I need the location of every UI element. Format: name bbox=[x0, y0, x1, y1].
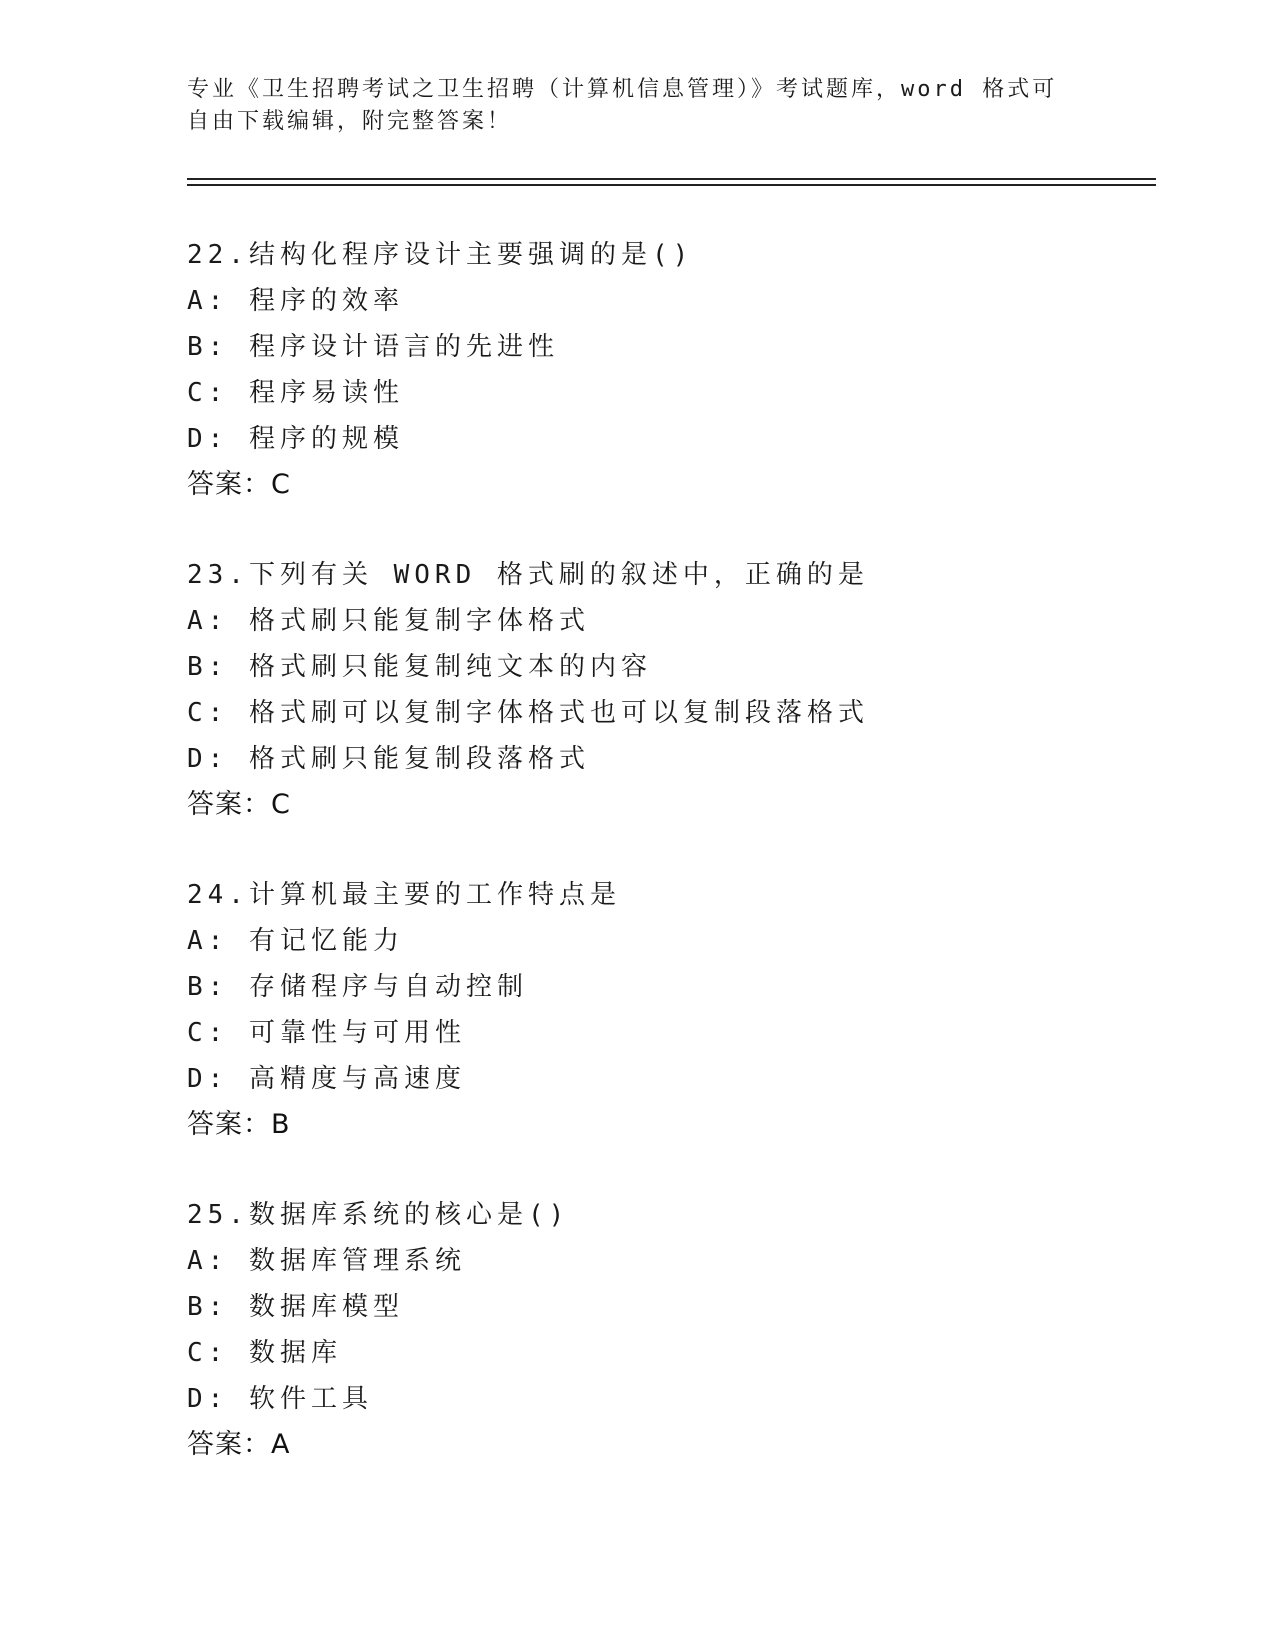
option-d: D: 软件工具 bbox=[187, 1384, 373, 1414]
question-22 bbox=[187, 232, 1147, 508]
option-b: B: 存储程序与自动控制 bbox=[187, 972, 528, 1002]
question-23 bbox=[187, 552, 1147, 828]
option-b: B: 程序设计语言的先进性 bbox=[187, 332, 559, 362]
answer-line: 答案：A bbox=[187, 1429, 291, 1460]
question-stem: 22.结构化程序设计主要强调的是() bbox=[187, 240, 694, 270]
option-a: A: 有记忆能力 bbox=[187, 926, 404, 956]
document-intro: 专业《卫生招聘考试之卫生招聘（计算机信息管理）》考试题库，word 格式可自由下载编辑，附完整答案！ bbox=[187, 77, 1058, 134]
option-c: C: 可靠性与可用性 bbox=[187, 1018, 466, 1048]
answer-line: 答案：C bbox=[187, 789, 291, 820]
question-stem: 23.下列有关 WORD 格式刷的叙述中，正确的是 bbox=[187, 560, 869, 590]
option-b: B: 数据库模型 bbox=[187, 1292, 404, 1322]
option-c: C: 格式刷可以复制字体格式也可以复制段落格式 bbox=[187, 698, 869, 728]
question-stem: 25.数据库系统的核心是() bbox=[187, 1200, 570, 1230]
header-rule-bottom bbox=[187, 184, 1156, 186]
header-rule-top bbox=[187, 178, 1156, 180]
option-b: B: 格式刷只能复制纯文本的内容 bbox=[187, 652, 652, 682]
option-a: A: 程序的效率 bbox=[187, 286, 404, 316]
option-d: D: 高精度与高速度 bbox=[187, 1064, 466, 1094]
question-24 bbox=[187, 872, 1147, 1148]
option-a: A: 数据库管理系统 bbox=[187, 1246, 466, 1276]
option-c: C: 程序易读性 bbox=[187, 378, 404, 408]
option-d: D: 格式刷只能复制段落格式 bbox=[187, 744, 590, 774]
question-25 bbox=[187, 1192, 1147, 1468]
answer-line: 答案：B bbox=[187, 1109, 291, 1140]
option-a: A: 格式刷只能复制字体格式 bbox=[187, 606, 590, 636]
option-c: C: 数据库 bbox=[187, 1338, 342, 1368]
option-d: D: 程序的规模 bbox=[187, 424, 404, 454]
question-list bbox=[187, 232, 1147, 1512]
answer-line: 答案：C bbox=[187, 469, 291, 500]
question-stem: 24.计算机最主要的工作特点是 bbox=[187, 880, 621, 910]
